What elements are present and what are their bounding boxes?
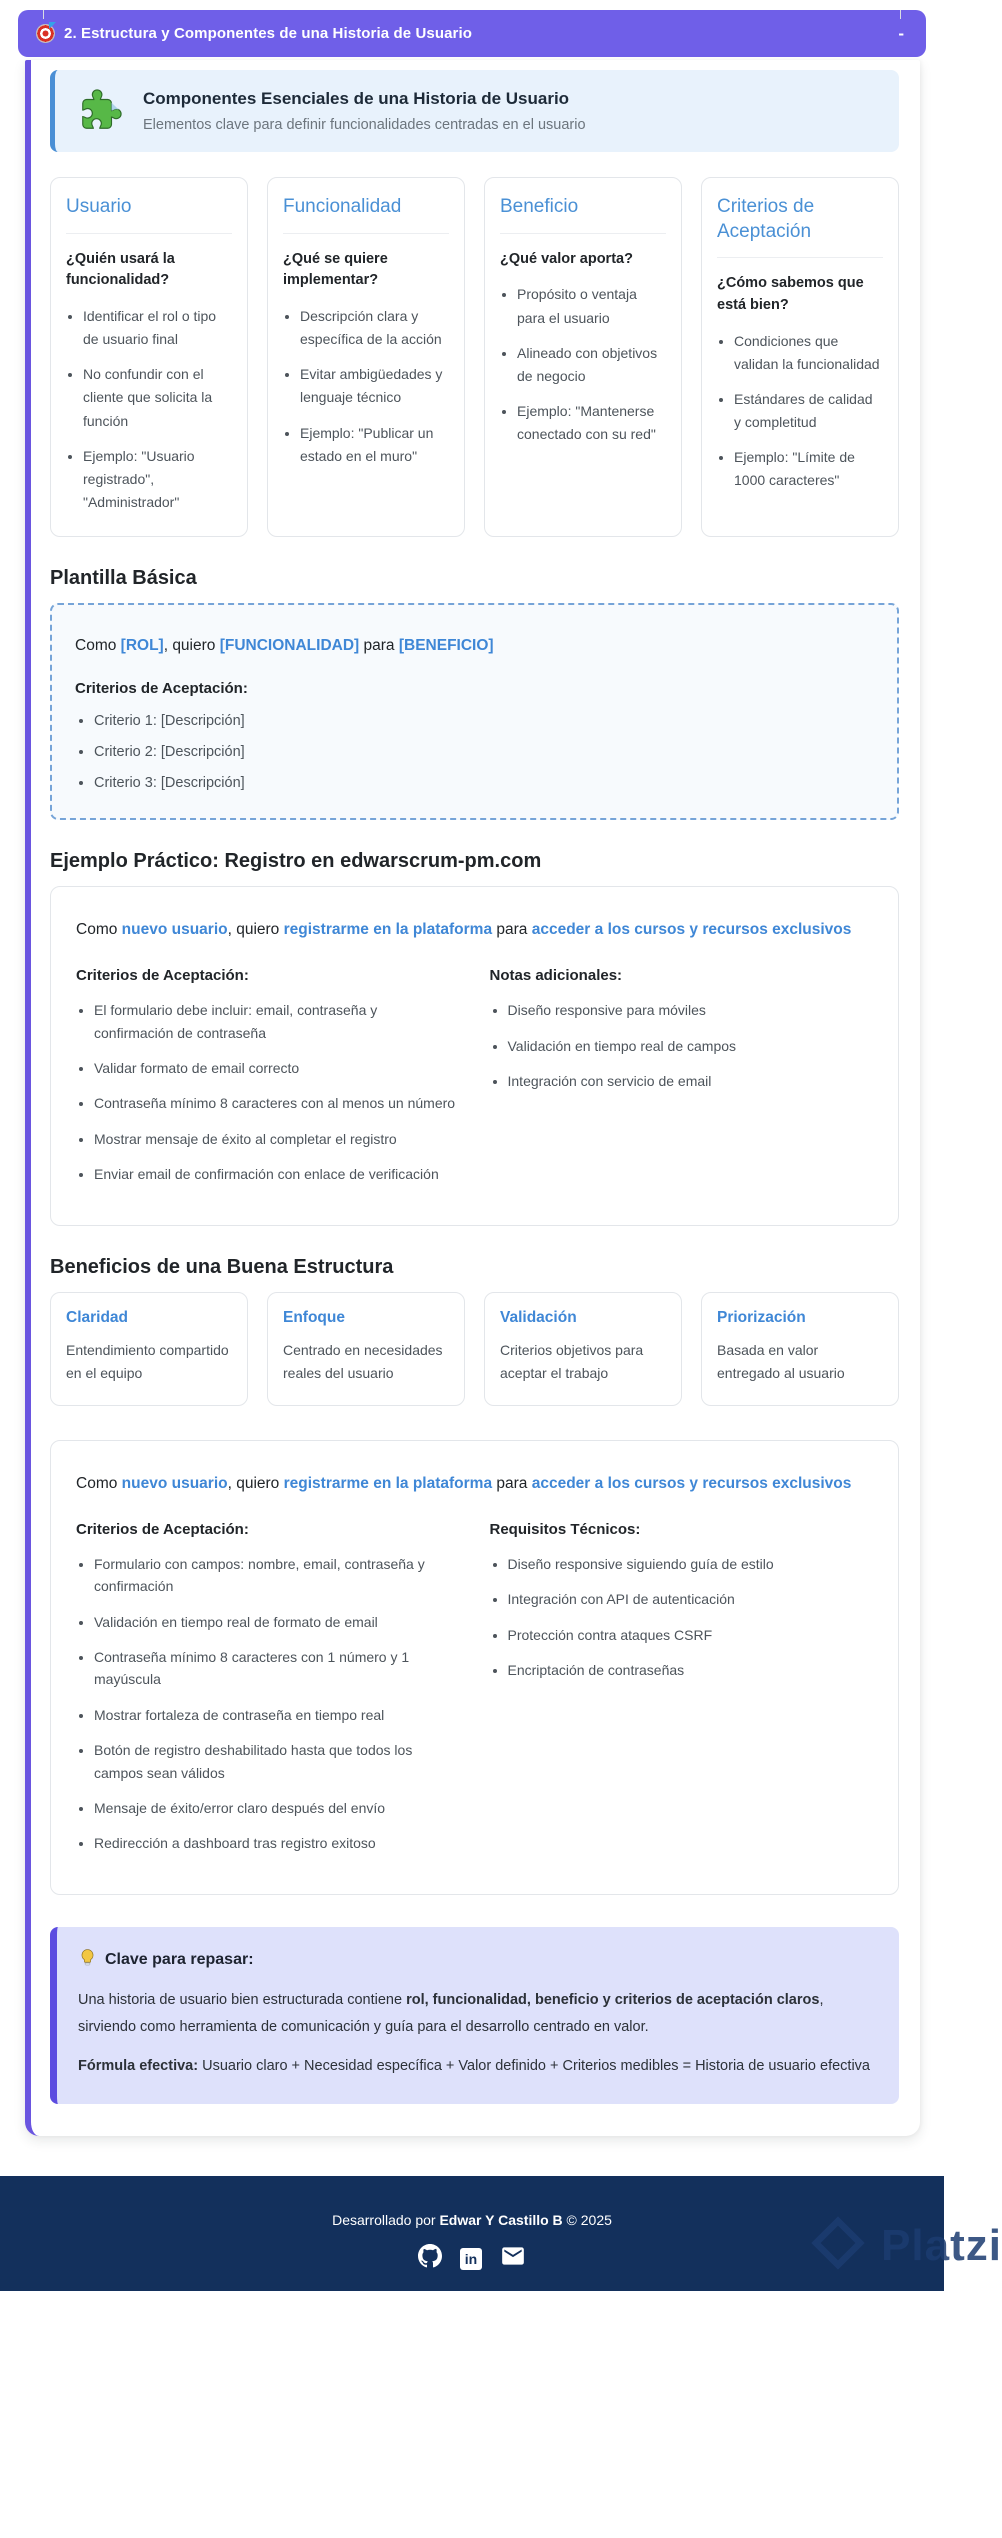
section-body-card (25, 60, 920, 2136)
column-heading: Criterios de Aceptación: (76, 967, 249, 985)
collapse-button[interactable]: - (898, 24, 904, 43)
placeholder-funcionalidad: [FUNCIONALIDAD] (219, 636, 360, 654)
card-title: Criterios de Aceptación (717, 196, 815, 242)
intro-callout (50, 70, 899, 152)
additional-notes-column (490, 967, 874, 1198)
key-box-title: Clave para repasar: (105, 1950, 254, 1968)
component-card-usuario (50, 177, 248, 537)
list-item: • Validación en tiempo real de campos (508, 1035, 874, 1057)
benefit-card-priorizacion (701, 1292, 899, 1406)
story-feature: registrarme en la plataforma (283, 1474, 493, 1492)
list-item: • Integración con API de autenticación (508, 1588, 874, 1610)
benefit-card-claridad (50, 1292, 248, 1406)
story-benefit: acceder a los cursos y recursos exclusivos (531, 1474, 852, 1492)
intro-subtitle: Elementos clave para definir funcionalidades centradas en el usuario (143, 117, 586, 133)
story-role: nuevo usuario (121, 921, 228, 939)
key-takeaway-box (50, 1927, 899, 2104)
linkedin-link[interactable] (460, 2248, 482, 2270)
card-title: Beneficio (500, 196, 579, 217)
column-heading: Requisitos Técnicos: (489, 1520, 641, 1538)
key-box-paragraph: Una historia de usuario bien estructurada contiene rol, funcionalidad, beneficio y criterios de aceptación claros, sirviendo como herramienta de comunicación y guía para el desarrollo centrado en valor. (78, 1991, 824, 2035)
platzi-watermark-text: Platzi (881, 2220, 1002, 2270)
list-item: • Validar formato de email correcto (94, 1057, 460, 1079)
story-role: nuevo usuario (121, 1474, 228, 1492)
list-item: • Ejemplo: "Usuario registrado", "Administrador" (83, 445, 232, 514)
benefit-title: Enfoque (283, 1308, 345, 1326)
previous-card-edge-left (43, 10, 44, 19)
benefit-text: Entendimiento compartido en el equipo (66, 1341, 229, 1381)
column-heading: Notas adicionales: (489, 967, 623, 985)
card-question: ¿Qué se quiere implementar? (283, 250, 388, 289)
list-item: • Encriptación de contraseñas (508, 1659, 874, 1681)
list-item: • Evitar ambigüedades y lenguaje técnico (300, 363, 449, 409)
template-box (50, 603, 899, 820)
card-question: ¿Cómo sabemos que está bien? (717, 275, 864, 314)
column-heading: Criterios de Aceptación: (76, 1520, 249, 1538)
criteria-heading: Criterios de Aceptación: (75, 680, 248, 698)
list-item: • No confundir con el cliente que solicita la función (83, 363, 232, 432)
list-item: • Protección contra ataques CSRF (508, 1624, 874, 1646)
placeholder-rol: [ROL] (120, 636, 164, 654)
list-item: • Criterio 2: [Descripción] (94, 744, 874, 760)
list-item: • Validación en tiempo real de formato de email (94, 1611, 460, 1633)
example-card (50, 886, 899, 1225)
list-item: • Identificar el rol o tipo de usuario final (83, 305, 232, 351)
component-card-funcionalidad (267, 177, 465, 537)
list-item: • El formulario debe incluir: email, contraseña y confirmación de contraseña (94, 999, 460, 1044)
author-name: Edwar Y Castillo B (439, 2212, 563, 2229)
benefit-card-enfoque (267, 1292, 465, 1406)
list-item: • Diseño responsive siguiendo guía de estilo (508, 1553, 874, 1575)
list-item: • Contraseña mínimo 8 caracteres con 1 número y 1 mayúscula (94, 1646, 460, 1691)
list-item: • Propósito o ventaja para el usuario (517, 283, 666, 329)
template-sentence: Como [ROL], quiero [FUNCIONALIDAD] para [BENEFICIO] (75, 636, 494, 654)
acceptance-criteria-column (76, 1521, 460, 1868)
list-item: • Botón de registro deshabilitado hasta que todos los campos sean válidos (94, 1739, 460, 1784)
component-card-criterios (701, 177, 899, 537)
heading-ejemplo-practico: Ejemplo Práctico: Registro en edwarscrum-pm.com (50, 850, 542, 873)
list-item: • Mensaje de éxito/error claro después del envío (94, 1797, 460, 1819)
list-item: • Criterio 3: [Descripción] (94, 775, 874, 791)
detailed-example-card (50, 1440, 899, 1895)
placeholder-beneficio: [BENEFICIO] (398, 636, 494, 654)
lightbulb-icon (78, 1948, 97, 1972)
intro-title: Componentes Esenciales de una Historia de Usuario (143, 89, 570, 108)
story-feature: registrarme en la plataforma (283, 921, 493, 939)
component-cards-row (50, 177, 899, 537)
technical-requirements-column (490, 1521, 874, 1868)
card-title: Funcionalidad (283, 196, 402, 217)
benefit-text: Basada en valor entregado al usuario (717, 1341, 845, 1381)
list-item: • Ejemplo: "Publicar un estado en el muro" (300, 422, 449, 468)
benefit-title: Claridad (66, 1308, 129, 1326)
list-item: • Enviar email de confirmación con enlace de verificación (94, 1163, 460, 1185)
footer (0, 2176, 1002, 2291)
story-benefit: acceder a los cursos y recursos exclusivos (531, 921, 852, 939)
list-item: • Ejemplo: "Límite de 1000 caracteres" (734, 446, 883, 492)
benefit-title: Priorización (717, 1308, 806, 1326)
mail-icon (500, 2243, 526, 2274)
list-item: • Descripción clara y específica de la acción (300, 305, 449, 351)
benefit-cards-row (50, 1292, 899, 1406)
github-link[interactable] (418, 2244, 442, 2273)
component-card-beneficio (484, 177, 682, 537)
previous-card-edge-right (900, 10, 901, 19)
card-question: ¿Quién usará la funcionalidad? (66, 250, 175, 289)
puzzle-icon (77, 88, 123, 134)
card-question: ¿Qué valor aporta? (500, 250, 633, 267)
acceptance-criteria-column (76, 967, 460, 1198)
list-item: • Ejemplo: "Mantenerse conectado con su red" (517, 400, 666, 446)
benefit-text: Criterios objetivos para aceptar el trabajo (500, 1341, 644, 1381)
section-accordion-header[interactable] (18, 10, 926, 57)
list-item: • Alineado con objetivos de negocio (517, 342, 666, 388)
list-item: • Estándares de calidad y completitud (734, 388, 883, 434)
list-item: • Mostrar fortaleza de contraseña en tiempo real (94, 1704, 460, 1726)
target-icon (36, 24, 55, 43)
heading-beneficios: Beneficios de una Buena Estructura (50, 1255, 394, 1278)
footer-credit: Desarrollado por Edwar Y Castillo B © 2025 (332, 2212, 612, 2229)
list-item: • Criterio 1: [Descripción] (94, 713, 874, 729)
story-sentence: Como nuevo usuario, quiero registrarme en la plataforma para acceder a los cursos y recursos exclusivos (76, 1474, 852, 1492)
benefit-text: Centrado en necesidades reales del usuario (283, 1341, 443, 1381)
list-item: • Diseño responsive para móviles (508, 999, 874, 1021)
list-item: • Mostrar mensaje de éxito al completar el registro (94, 1128, 460, 1150)
card-title: Usuario (66, 196, 132, 217)
heading-plantilla-basica: Plantilla Básica (50, 566, 197, 589)
list-item: • Formulario con campos: nombre, email, contraseña y confirmación (94, 1553, 460, 1598)
list-item: • Redirección a dashboard tras registro exitoso (94, 1832, 460, 1854)
email-link[interactable] (500, 2243, 526, 2274)
github-icon (418, 2244, 442, 2273)
section-title: 2. Estructura y Componentes de una Historia de Usuario (64, 25, 472, 42)
list-item: • Contraseña mínimo 8 caracteres con al menos un número (94, 1092, 460, 1114)
benefit-title: Validación (500, 1308, 577, 1326)
linkedin-icon: in (460, 2248, 482, 2270)
story-sentence: Como nuevo usuario, quiero registrarme en la plataforma para acceder a los cursos y recursos exclusivos (76, 921, 852, 939)
benefit-card-validacion (484, 1292, 682, 1406)
list-item: • Condiciones que validan la funcionalidad (734, 330, 883, 376)
key-box-formula: Fórmula efectiva: Usuario claro + Necesidad específica + Valor definido + Criterios medibles = Historia de usuario efectiva (78, 2058, 870, 2075)
list-item: • Integración con servicio de email (508, 1070, 874, 1092)
